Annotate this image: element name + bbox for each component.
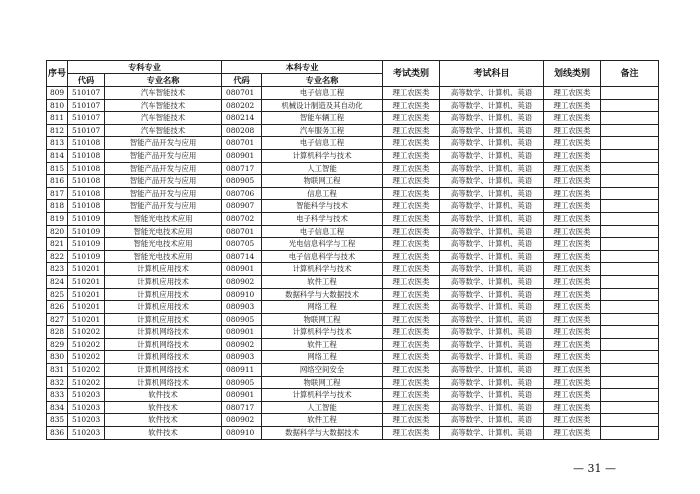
row-number: 819 [47, 212, 68, 225]
zk-code-cell: 510202 [68, 326, 105, 339]
remark-cell [601, 212, 659, 225]
zk-name-cell: 计算机网络技术 [105, 376, 222, 389]
exam-type-cell: 理工农医类 [383, 187, 440, 200]
bk-name-cell: 电子信息科学与技术 [262, 250, 383, 263]
zk-code-cell: 510201 [68, 288, 105, 301]
bk-code-cell: 080901 [222, 326, 262, 339]
exam-subject-cell: 高等数学、计算机、英语 [440, 212, 544, 225]
exam-type-cell: 理工农医类 [383, 124, 440, 137]
zk-code-cell: 510202 [68, 351, 105, 364]
table-row [47, 351, 659, 364]
exam-subject-cell: 高等数学、计算机、英语 [440, 427, 544, 440]
exam-type-cell: 理工农医类 [383, 162, 440, 175]
table-row [47, 275, 659, 288]
bk-code-cell: 080905 [222, 175, 262, 188]
line-type-cell: 理工农医类 [544, 389, 601, 402]
bk-name-cell: 机械设计制造及其自动化 [262, 99, 383, 112]
exam-type-cell: 理工农医类 [383, 301, 440, 314]
table-row [47, 313, 659, 326]
line-type-cell: 理工农医类 [544, 137, 601, 150]
bk-code-cell: 080705 [222, 238, 262, 251]
zk-code-cell: 510202 [68, 376, 105, 389]
bk-code-cell: 080714 [222, 250, 262, 263]
remark-cell [601, 313, 659, 326]
zk-code-cell: 510201 [68, 313, 105, 326]
bk-name-cell: 物联网工程 [262, 313, 383, 326]
exam-type-cell: 理工农医类 [383, 112, 440, 125]
zk-name-cell: 计算机应用技术 [105, 288, 222, 301]
exam-subject-cell: 高等数学、计算机、英语 [440, 376, 544, 389]
remark-cell [601, 238, 659, 251]
remark-cell [601, 275, 659, 288]
bk-code-cell: 080717 [222, 162, 262, 175]
row-number: 815 [47, 162, 68, 175]
bk-name-cell: 电子科学与技术 [262, 212, 383, 225]
exam-subject-cell: 高等数学、计算机、英语 [440, 301, 544, 314]
header-zk: 专科专业 [68, 61, 222, 74]
zk-code-cell: 510201 [68, 275, 105, 288]
line-type-cell: 理工农医类 [544, 275, 601, 288]
zk-code-cell: 510202 [68, 364, 105, 377]
row-number: 822 [47, 250, 68, 263]
exam-subject-cell: 高等数学、计算机、英语 [440, 414, 544, 427]
table-row [47, 200, 659, 213]
zk-name-cell: 计算机网络技术 [105, 351, 222, 364]
bk-code-cell: 080905 [222, 376, 262, 389]
remark-cell [601, 225, 659, 238]
row-number: 809 [47, 87, 68, 100]
bk-code-cell: 080905 [222, 313, 262, 326]
row-number: 827 [47, 313, 68, 326]
zk-name-cell: 汽车智能技术 [105, 99, 222, 112]
exam-type-cell: 理工农医类 [383, 313, 440, 326]
table-row [47, 288, 659, 301]
zk-name-cell: 汽车智能技术 [105, 87, 222, 100]
row-number: 816 [47, 175, 68, 188]
table-row [47, 326, 659, 339]
bk-name-cell: 人工智能 [262, 162, 383, 175]
exam-type-cell: 理工农医类 [383, 238, 440, 251]
table-row [47, 225, 659, 238]
exam-subject-cell: 高等数学、计算机、英语 [440, 162, 544, 175]
exam-subject-cell: 高等数学、计算机、英语 [440, 263, 544, 276]
bk-code-cell: 080902 [222, 275, 262, 288]
zk-name-cell: 软件技术 [105, 401, 222, 414]
remark-cell [601, 187, 659, 200]
zk-code-cell: 510203 [68, 414, 105, 427]
remark-cell [601, 338, 659, 351]
line-type-cell: 理工农医类 [544, 187, 601, 200]
bk-name-cell: 网络工程 [262, 301, 383, 314]
zk-code-cell: 510203 [68, 401, 105, 414]
header-remark: 备注 [601, 61, 659, 87]
line-type-cell: 理工农医类 [544, 87, 601, 100]
row-number: 836 [47, 427, 68, 440]
row-number: 835 [47, 414, 68, 427]
table-row [47, 338, 659, 351]
bk-name-cell: 物联网工程 [262, 175, 383, 188]
bk-code-cell: 080717 [222, 401, 262, 414]
bk-name-cell: 光电信息科学与工程 [262, 238, 383, 251]
row-number: 817 [47, 187, 68, 200]
line-type-cell: 理工农医类 [544, 99, 601, 112]
bk-code-cell: 080901 [222, 149, 262, 162]
major-mapping-table [46, 60, 659, 440]
remark-cell [601, 87, 659, 100]
table-row [47, 250, 659, 263]
table-row [47, 212, 659, 225]
exam-type-cell: 理工农医类 [383, 288, 440, 301]
table-row [47, 149, 659, 162]
row-number: 826 [47, 301, 68, 314]
line-type-cell: 理工农医类 [544, 250, 601, 263]
exam-type-cell: 理工农医类 [383, 212, 440, 225]
table-row [47, 401, 659, 414]
bk-code-cell: 080706 [222, 187, 262, 200]
zk-name-cell: 智能光电技术应用 [105, 212, 222, 225]
table-body [47, 87, 659, 440]
exam-subject-cell: 高等数学、计算机、英语 [440, 200, 544, 213]
bk-name-cell: 网络空间安全 [262, 364, 383, 377]
zk-name-cell: 软件技术 [105, 389, 222, 402]
remark-cell [601, 389, 659, 402]
line-type-cell: 理工农医类 [544, 238, 601, 251]
exam-subject-cell: 高等数学、计算机、英语 [440, 351, 544, 364]
remark-cell [601, 401, 659, 414]
bk-name-cell: 数据科学与大数据技术 [262, 288, 383, 301]
line-type-cell: 理工农医类 [544, 225, 601, 238]
page-number: — 31 — [573, 462, 616, 475]
exam-subject-cell: 高等数学、计算机、英语 [440, 137, 544, 150]
row-number: 810 [47, 99, 68, 112]
exam-subject-cell: 高等数学、计算机、英语 [440, 288, 544, 301]
exam-subject-cell: 高等数学、计算机、英语 [440, 112, 544, 125]
zk-name-cell: 计算机应用技术 [105, 313, 222, 326]
row-number: 824 [47, 275, 68, 288]
row-number: 813 [47, 137, 68, 150]
header-seq: 序号 [47, 61, 68, 87]
remark-cell [601, 364, 659, 377]
zk-name-cell: 智能光电技术应用 [105, 238, 222, 251]
bk-name-cell: 电子信息工程 [262, 87, 383, 100]
line-type-cell: 理工农医类 [544, 376, 601, 389]
bk-name-cell: 软件工程 [262, 275, 383, 288]
line-type-cell: 理工农医类 [544, 401, 601, 414]
exam-type-cell: 理工农医类 [383, 376, 440, 389]
bk-code-cell: 080910 [222, 427, 262, 440]
remark-cell [601, 175, 659, 188]
exam-type-cell: 理工农医类 [383, 414, 440, 427]
zk-code-cell: 510107 [68, 112, 105, 125]
bk-code-cell: 080202 [222, 99, 262, 112]
row-number: 821 [47, 238, 68, 251]
exam-subject-cell: 高等数学、计算机、英语 [440, 338, 544, 351]
bk-code-cell: 080901 [222, 389, 262, 402]
bk-name-cell: 计算机科学与技术 [262, 389, 383, 402]
remark-cell [601, 162, 659, 175]
line-type-cell: 理工农医类 [544, 112, 601, 125]
table-row [47, 364, 659, 377]
zk-code-cell: 510109 [68, 238, 105, 251]
row-number: 814 [47, 149, 68, 162]
remark-cell [601, 427, 659, 440]
header-zk-code: 代码 [68, 74, 105, 87]
bk-code-cell: 080701 [222, 87, 262, 100]
remark-cell [601, 263, 659, 276]
bk-name-cell: 人工智能 [262, 401, 383, 414]
exam-type-cell: 理工农医类 [383, 389, 440, 402]
bk-code-cell: 080902 [222, 338, 262, 351]
zk-name-cell: 计算机网络技术 [105, 338, 222, 351]
zk-name-cell: 智能产品开发与应用 [105, 187, 222, 200]
remark-cell [601, 149, 659, 162]
line-type-cell: 理工农医类 [544, 149, 601, 162]
header-bk: 本科专业 [222, 61, 383, 74]
zk-code-cell: 510109 [68, 225, 105, 238]
zk-name-cell: 智能产品开发与应用 [105, 175, 222, 188]
table-row [47, 137, 659, 150]
zk-name-cell: 计算机应用技术 [105, 301, 222, 314]
bk-name-cell: 物联网工程 [262, 376, 383, 389]
exam-subject-cell: 高等数学、计算机、英语 [440, 364, 544, 377]
zk-code-cell: 510108 [68, 187, 105, 200]
exam-subject-cell: 高等数学、计算机、英语 [440, 99, 544, 112]
table-row [47, 99, 659, 112]
exam-type-cell: 理工农医类 [383, 175, 440, 188]
zk-name-cell: 汽车智能技术 [105, 112, 222, 125]
table-row [47, 238, 659, 251]
bk-name-cell: 软件工程 [262, 414, 383, 427]
line-type-cell: 理工农医类 [544, 313, 601, 326]
table-row [47, 263, 659, 276]
table-row [47, 376, 659, 389]
zk-name-cell: 汽车智能技术 [105, 124, 222, 137]
line-type-cell: 理工农医类 [544, 162, 601, 175]
bk-code-cell: 080907 [222, 200, 262, 213]
line-type-cell: 理工农医类 [544, 364, 601, 377]
exam-type-cell: 理工农医类 [383, 137, 440, 150]
zk-code-cell: 510201 [68, 301, 105, 314]
bk-name-cell: 网络工程 [262, 351, 383, 364]
bk-name-cell: 电子信息工程 [262, 225, 383, 238]
exam-subject-cell: 高等数学、计算机、英语 [440, 225, 544, 238]
exam-type-cell: 理工农医类 [383, 200, 440, 213]
zk-name-cell: 智能产品开发与应用 [105, 162, 222, 175]
row-number: 833 [47, 389, 68, 402]
bk-code-cell: 080903 [222, 351, 262, 364]
zk-code-cell: 510107 [68, 124, 105, 137]
remark-cell [601, 288, 659, 301]
line-type-cell: 理工农医类 [544, 200, 601, 213]
row-number: 834 [47, 401, 68, 414]
remark-cell [601, 124, 659, 137]
bk-code-cell: 080911 [222, 364, 262, 377]
zk-name-cell: 智能产品开发与应用 [105, 149, 222, 162]
exam-subject-cell: 高等数学、计算机、英语 [440, 187, 544, 200]
exam-type-cell: 理工农医类 [383, 275, 440, 288]
exam-type-cell: 理工农医类 [383, 250, 440, 263]
remark-cell [601, 250, 659, 263]
exam-subject-cell: 高等数学、计算机、英语 [440, 401, 544, 414]
line-type-cell: 理工农医类 [544, 124, 601, 137]
exam-subject-cell: 高等数学、计算机、英语 [440, 250, 544, 263]
zk-code-cell: 510202 [68, 338, 105, 351]
table-row [47, 414, 659, 427]
table-row [47, 187, 659, 200]
zk-code-cell: 510108 [68, 149, 105, 162]
line-type-cell: 理工农医类 [544, 263, 601, 276]
exam-type-cell: 理工农医类 [383, 87, 440, 100]
line-type-cell: 理工农医类 [544, 301, 601, 314]
exam-type-cell: 理工农医类 [383, 326, 440, 339]
exam-subject-cell: 高等数学、计算机、英语 [440, 326, 544, 339]
bk-name-cell: 数据科学与大数据技术 [262, 427, 383, 440]
line-type-cell: 理工农医类 [544, 338, 601, 351]
header-bk-name: 专业名称 [262, 74, 383, 87]
bk-name-cell: 计算机科学与技术 [262, 326, 383, 339]
exam-subject-cell: 高等数学、计算机、英语 [440, 238, 544, 251]
exam-type-cell: 理工农医类 [383, 263, 440, 276]
header-bk-code: 代码 [222, 74, 262, 87]
header-row-1 [47, 61, 659, 74]
exam-type-cell: 理工农医类 [383, 427, 440, 440]
bk-name-cell: 汽车服务工程 [262, 124, 383, 137]
table-row [47, 112, 659, 125]
header-zk-name: 专业名称 [105, 74, 222, 87]
zk-name-cell: 计算机网络技术 [105, 364, 222, 377]
zk-name-cell: 智能光电技术应用 [105, 225, 222, 238]
table-row [47, 389, 659, 402]
zk-name-cell: 计算机应用技术 [105, 275, 222, 288]
table-row [47, 175, 659, 188]
bk-code-cell: 080702 [222, 212, 262, 225]
bk-code-cell: 080910 [222, 288, 262, 301]
line-type-cell: 理工农医类 [544, 351, 601, 364]
exam-subject-cell: 高等数学、计算机、英语 [440, 124, 544, 137]
zk-code-cell: 510203 [68, 427, 105, 440]
zk-code-cell: 510203 [68, 389, 105, 402]
exam-type-cell: 理工农医类 [383, 364, 440, 377]
zk-name-cell: 计算机网络技术 [105, 326, 222, 339]
remark-cell [601, 99, 659, 112]
remark-cell [601, 414, 659, 427]
table-row [47, 124, 659, 137]
bk-code-cell: 080903 [222, 301, 262, 314]
zk-name-cell: 智能产品开发与应用 [105, 200, 222, 213]
zk-name-cell: 软件技术 [105, 414, 222, 427]
remark-cell [601, 137, 659, 150]
row-number: 829 [47, 338, 68, 351]
row-number: 818 [47, 200, 68, 213]
header-line-type: 划线类别 [544, 61, 601, 87]
table-row [47, 301, 659, 314]
bk-name-cell: 信息工程 [262, 187, 383, 200]
bk-code-cell: 080208 [222, 124, 262, 137]
row-number: 811 [47, 112, 68, 125]
exam-type-cell: 理工农医类 [383, 351, 440, 364]
bk-name-cell: 智能科学与技术 [262, 200, 383, 213]
zk-code-cell: 510108 [68, 175, 105, 188]
line-type-cell: 理工农医类 [544, 175, 601, 188]
bk-name-cell: 软件工程 [262, 338, 383, 351]
exam-type-cell: 理工农医类 [383, 338, 440, 351]
remark-cell [601, 376, 659, 389]
line-type-cell: 理工农医类 [544, 414, 601, 427]
bk-name-cell: 计算机科学与技术 [262, 263, 383, 276]
exam-subject-cell: 高等数学、计算机、英语 [440, 87, 544, 100]
bk-name-cell: 计算机科学与技术 [262, 149, 383, 162]
remark-cell [601, 200, 659, 213]
exam-type-cell: 理工农医类 [383, 401, 440, 414]
row-number: 830 [47, 351, 68, 364]
zk-name-cell: 智能光电技术应用 [105, 250, 222, 263]
zk-code-cell: 510108 [68, 162, 105, 175]
bk-name-cell: 智能车辆工程 [262, 112, 383, 125]
row-number: 812 [47, 124, 68, 137]
bk-code-cell: 080902 [222, 414, 262, 427]
bk-code-cell: 080701 [222, 225, 262, 238]
exam-subject-cell: 高等数学、计算机、英语 [440, 275, 544, 288]
zk-name-cell: 计算机应用技术 [105, 263, 222, 276]
table-row [47, 427, 659, 440]
exam-type-cell: 理工农医类 [383, 99, 440, 112]
zk-code-cell: 510109 [68, 250, 105, 263]
row-number: 828 [47, 326, 68, 339]
exam-subject-cell: 高等数学、计算机、英语 [440, 149, 544, 162]
zk-name-cell: 智能产品开发与应用 [105, 137, 222, 150]
table-row [47, 87, 659, 100]
line-type-cell: 理工农医类 [544, 212, 601, 225]
exam-type-cell: 理工农医类 [383, 149, 440, 162]
line-type-cell: 理工农医类 [544, 288, 601, 301]
header-exam-subject: 考试科目 [440, 61, 544, 87]
zk-code-cell: 510108 [68, 200, 105, 213]
zk-code-cell: 510201 [68, 263, 105, 276]
zk-code-cell: 510109 [68, 212, 105, 225]
remark-cell [601, 301, 659, 314]
exam-subject-cell: 高等数学、计算机、英语 [440, 313, 544, 326]
exam-type-cell: 理工农医类 [383, 225, 440, 238]
bk-code-cell: 080701 [222, 137, 262, 150]
header-exam-type: 考试类别 [383, 61, 440, 87]
zk-name-cell: 软件技术 [105, 427, 222, 440]
row-number: 820 [47, 225, 68, 238]
row-number: 823 [47, 263, 68, 276]
zk-code-cell: 510107 [68, 99, 105, 112]
table-row [47, 162, 659, 175]
row-number: 825 [47, 288, 68, 301]
line-type-cell: 理工农医类 [544, 326, 601, 339]
remark-cell [601, 326, 659, 339]
exam-subject-cell: 高等数学、计算机、英语 [440, 175, 544, 188]
remark-cell [601, 351, 659, 364]
row-number: 831 [47, 364, 68, 377]
bk-code-cell: 080214 [222, 112, 262, 125]
zk-code-cell: 510107 [68, 87, 105, 100]
row-number: 832 [47, 376, 68, 389]
exam-subject-cell: 高等数学、计算机、英语 [440, 389, 544, 402]
bk-code-cell: 080901 [222, 263, 262, 276]
zk-code-cell: 510108 [68, 137, 105, 150]
remark-cell [601, 112, 659, 125]
bk-name-cell: 电子信息工程 [262, 137, 383, 150]
line-type-cell: 理工农医类 [544, 427, 601, 440]
